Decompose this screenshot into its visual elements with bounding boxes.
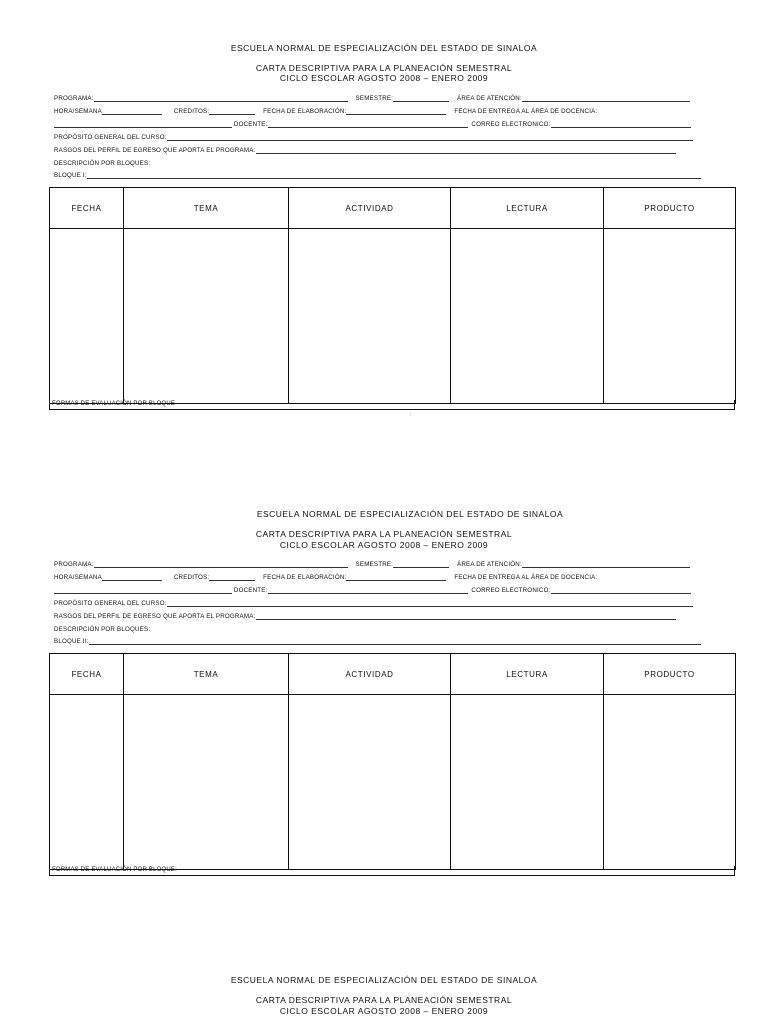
cell-actividad[interactable]: [289, 229, 451, 404]
docente-field[interactable]: [268, 587, 468, 594]
programa-label: PROGRAMA:: [54, 561, 94, 568]
semestre-label: SEMESTRE:: [355, 95, 394, 102]
school-cycle: CICLO ESCOLAR AGOSTO 2008 – ENERO 2009: [279, 1006, 489, 1016]
row-descripcion: [54, 160, 150, 167]
creditos-label: CREDITOS:: [173, 108, 210, 115]
docente-label: DOCENTE:: [233, 121, 268, 128]
school-name: ESCUELA NORMAL DE ESPECIALIZACIÓN DEL ESTADO DE SINALOA: [230, 975, 538, 985]
semestre-label: SEMESTRE:: [355, 561, 394, 568]
school-name: ESCUELA NORMAL DE ESPECIALIZACIÓN DEL ESTADO DE SINALOA: [256, 509, 564, 519]
fecha-entrega-label: FECHA DE ENTREGA AL ÁREA DE DOCENCIA:: [454, 574, 598, 581]
fecha-elab-field[interactable]: [346, 108, 446, 115]
cell-lectura[interactable]: [451, 229, 604, 404]
cell-actividad[interactable]: [289, 695, 451, 870]
planning-table: [49, 653, 736, 870]
row-rasgos: [54, 147, 676, 154]
cell-fecha[interactable]: [50, 695, 124, 870]
form-subtitle: CARTA DESCRIPTIVA PARA LA PLANEACIÓN SEMESTRAL: [255, 995, 513, 1005]
correo-field[interactable]: [551, 121, 691, 128]
area-field[interactable]: [522, 561, 690, 568]
hora-field[interactable]: [102, 108, 162, 115]
rasgos-label: RASGOS DEL PERFIL DE EGRESO QUE APORTA EL PROGRAMA:: [54, 147, 256, 154]
programa-field[interactable]: [94, 561, 348, 568]
row-bloque: [54, 638, 701, 645]
proposito-field[interactable]: [167, 134, 693, 141]
cell-tema[interactable]: [124, 229, 289, 404]
col-tema: TEMA: [124, 188, 289, 229]
fecha-entrega-label: FECHA DE ENTREGA AL ÁREA DE DOCENCIA:: [454, 108, 598, 115]
descripcion-label: DESCRIPCIÓN POR BLOQUES:: [54, 626, 151, 633]
correo-label: CORREO ELECTRONICO:: [471, 587, 551, 594]
area-label: ÁREA DE ATENCIÓN:: [457, 561, 522, 568]
bloque-field[interactable]: [87, 172, 701, 179]
hora-field[interactable]: [102, 574, 162, 581]
rasgos-field[interactable]: [256, 147, 676, 154]
creditos-field[interactable]: [209, 108, 255, 115]
row-hora: [54, 108, 597, 115]
semestre-field[interactable]: [393, 95, 449, 102]
row-proposito: [54, 600, 693, 607]
col-actividad: ACTIVIDAD: [289, 188, 451, 229]
programa-field[interactable]: [94, 95, 348, 102]
row-rasgos: [54, 613, 676, 620]
proposito-field[interactable]: [167, 600, 693, 607]
fecha-elab-label: FECHA DE ELABORACIÓN:: [263, 108, 347, 115]
semestre-field[interactable]: [393, 561, 449, 568]
fecha-elab-field[interactable]: [346, 574, 446, 581]
fecha-elab-label: FECHA DE ELABORACIÓN:: [263, 574, 347, 581]
col-lectura: LECTURA: [451, 188, 604, 229]
creditos-label: CREDITOS:: [173, 574, 210, 581]
area-field[interactable]: [522, 95, 690, 102]
school-cycle: CICLO ESCOLAR AGOSTO 2008 – ENERO 2009: [279, 540, 489, 550]
row-programa: [54, 561, 690, 568]
evaluation-footer: FORMAS DE EVALUACIÓN POR BLOQUE: [49, 400, 735, 410]
hora-label: HORA/SEMANA: [54, 574, 102, 581]
row-hora: [54, 574, 597, 581]
col-lectura: LECTURA: [451, 654, 604, 695]
col-tema: TEMA: [124, 654, 289, 695]
docente-pre-field[interactable]: [54, 587, 232, 594]
rasgos-label: RASGOS DEL PERFIL DE EGRESO QUE APORTA EL PROGRAMA:: [54, 613, 256, 620]
rasgos-field[interactable]: [256, 613, 676, 620]
descripcion-label: DESCRIPCIÓN POR BLOQUES:: [54, 160, 151, 167]
cell-fecha[interactable]: [50, 229, 124, 404]
form-subtitle: CARTA DESCRIPTIVA PARA LA PLANEACIÓN SEMESTRAL: [255, 529, 513, 539]
area-label: ÁREA DE ATENCIÓN:: [457, 95, 522, 102]
proposito-label: PROPÓSITO GENERAL DEL CURSO:: [54, 134, 167, 141]
evaluation-footer: FORMAS DE EVALUACIÓN POR BLOQUE:: [49, 866, 735, 876]
col-producto: PRODUCTO: [604, 188, 736, 229]
col-producto: PRODUCTO: [604, 654, 736, 695]
cell-tema[interactable]: [124, 695, 289, 870]
programa-label: PROGRAMA:: [54, 95, 94, 102]
row-programa: [54, 95, 690, 102]
docente-field[interactable]: [268, 121, 468, 128]
docente-pre-field[interactable]: [54, 121, 232, 128]
planning-table: [49, 187, 736, 404]
hora-label: HORA/SEMANA: [54, 108, 102, 115]
cell-producto[interactable]: [604, 229, 736, 404]
row-proposito: [54, 134, 693, 141]
bloque-label: BLOQUE II:: [54, 638, 89, 645]
col-actividad: ACTIVIDAD: [289, 654, 451, 695]
creditos-field[interactable]: [209, 574, 255, 581]
cell-lectura[interactable]: [451, 695, 604, 870]
proposito-label: PROPÓSITO GENERAL DEL CURSO:: [54, 600, 167, 607]
bloque-field[interactable]: [89, 638, 701, 645]
correo-label: CORREO ELECTRONICO:: [471, 121, 551, 128]
correo-field[interactable]: [551, 587, 691, 594]
row-descripcion: [54, 626, 150, 633]
page-mark: :: [410, 412, 412, 418]
row-docente: [54, 587, 691, 594]
row-docente: [54, 121, 691, 128]
col-fecha: FECHA: [50, 654, 124, 695]
form-subtitle: CARTA DESCRIPTIVA PARA LA PLANEACIÓN SEMESTRAL: [255, 63, 513, 73]
school-cycle: CICLO ESCOLAR AGOSTO 2008 – ENERO 2009: [279, 73, 489, 83]
cell-producto[interactable]: [604, 695, 736, 870]
school-name: ESCUELA NORMAL DE ESPECIALIZACIÓN DEL ESTADO DE SINALOA: [230, 43, 538, 53]
bloque-label: BLOQUE I:: [54, 172, 87, 179]
docente-label: DOCENTE:: [233, 587, 268, 594]
row-bloque: [54, 172, 701, 179]
col-fecha: FECHA: [50, 188, 124, 229]
